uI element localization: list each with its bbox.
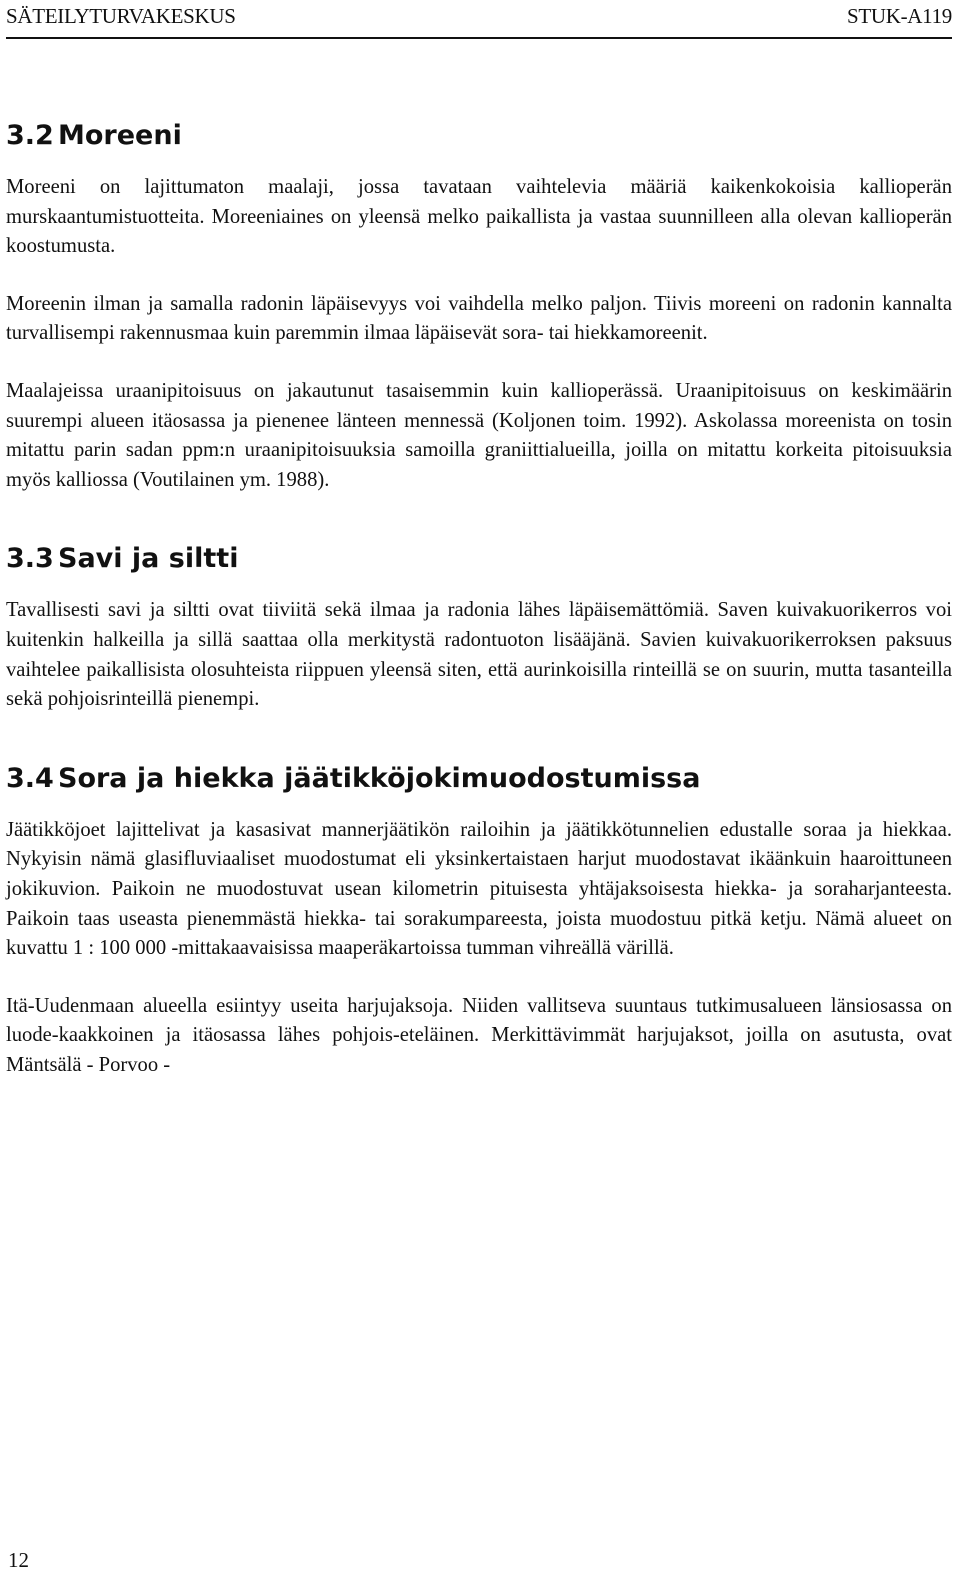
paragraph: Itä-Uudenmaan alueella esiintyy useita harjujaksoja. Niiden vallitseva suuntaus tutkimusalueen länsiosassa on luode-kaakkoinen ja itäosassa lähes pohjois-eteläinen. Merkittävimmät harjujaksot, joilla on asutusta, ovat Mäntsälä - Porvoo - bbox=[6, 994, 952, 1076]
page-number: 12 bbox=[8, 1548, 29, 1572]
paragraph: Maalajeissa uraanipitoisuus on jakautunut tasaisemmin kuin kallioperässä. Uraanipitoisuus on keskimäärin suurempi alueen itäosassa ja pienenee länteen mennessä (Koljonen toim. 1992). Askolassa moreenista on tosin mitattu parin sadan ppm:n uraanipitoisuuksia samoilla graniittialueilla, joilla on mitattu korkeita pitoisuuksia myös kalliossa (Voutilainen ym. 1988). bbox=[6, 379, 952, 491]
paragraph: Moreenin ilman ja samalla radonin läpäisevyys voi vaihdella melko paljon. Tiivis moreeni on radonin kannalta turvallisempi rakennusmaa kuin paremmin ilmaa läpäisevät sora- tai hiekkamoreenit. bbox=[6, 292, 952, 345]
section-title: Moreeni bbox=[58, 120, 182, 151]
section-heading-3-2 bbox=[6, 120, 952, 151]
section-title: Savi ja siltti bbox=[58, 543, 239, 575]
running-header bbox=[6, 4, 952, 34]
report-code: STUK-A119 bbox=[846, 4, 952, 28]
section-heading-3-4 bbox=[6, 763, 952, 794]
paragraph: Jäätikköjoet lajittelivat ja kasasivat mannerjäätikön railoihin ja jäätikkötunnelien edustalle soraa ja hiekkaa. Nykyisin nämä glasifluviaaliset muodostumat eli yksinkertaistaen harjut muodostavat ikäänkuin haaroittuneen jokikuvion. Paikoin ne muodostuvat usean kilometrin pituisesta yhtäjaksoisesta hiekka- ja soraharjanteesta. Paikoin taas useasta pienemmästä hiekka- tai sorakumpareesta, joista muodostuu pitkä ketju. Nämä alueet on kuvattu 1 : 100 000 -mittakaavaisissa maaperäkartoissa tumman vihreällä värillä. bbox=[6, 818, 952, 960]
section-number: 3.4 bbox=[6, 762, 54, 794]
page-body bbox=[6, 80, 952, 1108]
section-number: 3.3 bbox=[6, 543, 54, 575]
paragraph: Moreeni on lajittumaton maalaji, jossa tavataan vaihtelevia määriä kaikenkokoisia kallioperän murskaantumistuotteita. Moreeniaines on yleensä melko paikallista ja vastaa suunnilleen alla olevan kallioperän koostumusta. bbox=[6, 176, 952, 258]
section-title: Sora ja hiekka jäätikköjokimuodostumissa bbox=[58, 762, 701, 794]
section-heading-3-3 bbox=[6, 543, 952, 574]
section-number: 3.2 bbox=[6, 120, 54, 151]
header-divider bbox=[6, 37, 952, 39]
organization-name: SÄTEILYTURVAKESKUS bbox=[6, 4, 236, 28]
paragraph: Tavallisesti savi ja siltti ovat tiiviitä sekä ilmaa ja radonia lähes läpäisemättömiä. Saven kuivakuorikerros voi kuitenkin halkeilla ja sillä saattaa olla merkitystä radontuoton lisääjänä. Savien kuivakuorikerroksen paksuus vaihtelee paikallisista olosuhteista riippuen yleensä siten, että aurinkoisilla rinteillä se on suurin, mutta tasanteilla sekä pohjoisrinteillä pienempi. bbox=[6, 599, 952, 711]
